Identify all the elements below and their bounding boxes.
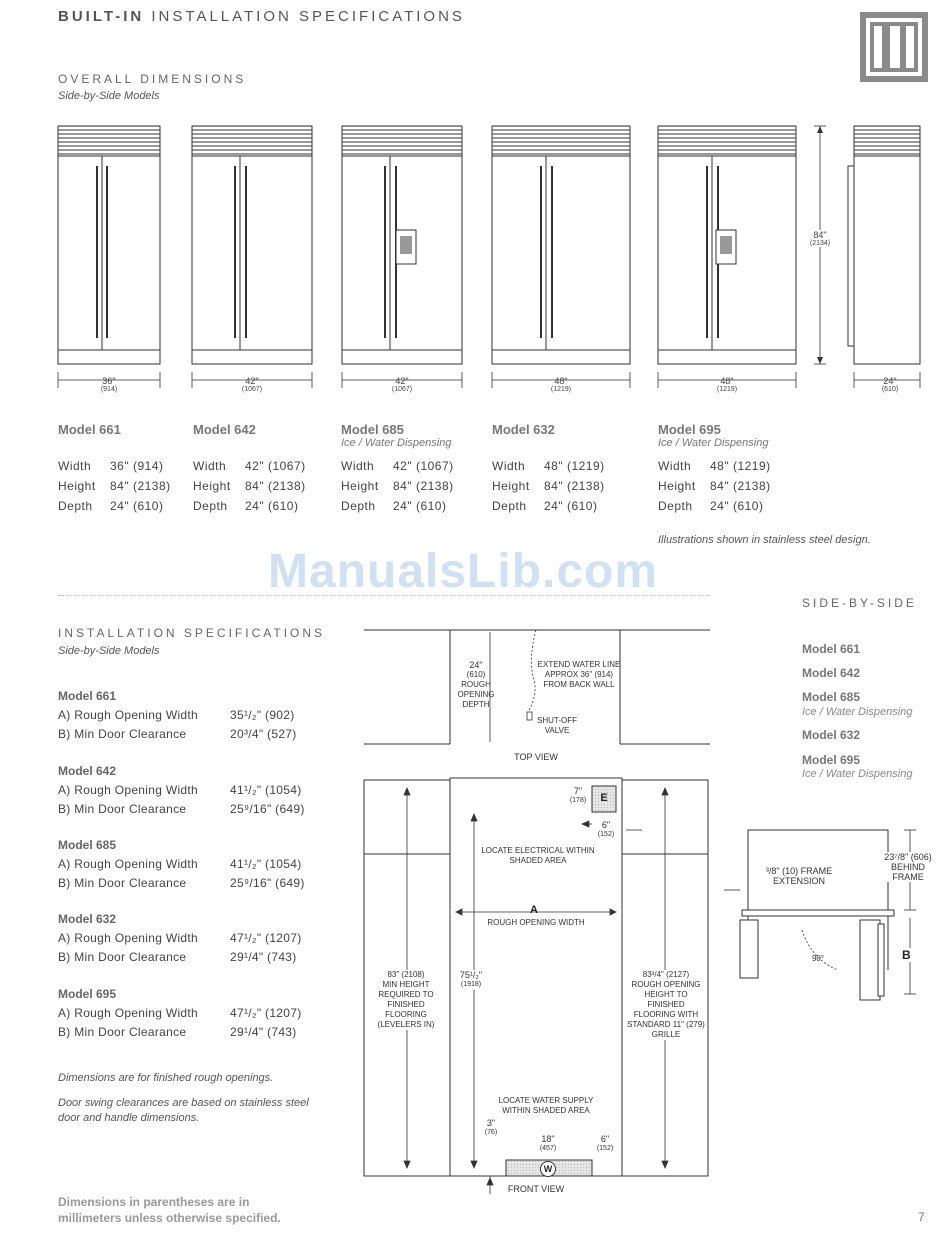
front-view-label: FRONT VIEW bbox=[507, 1184, 565, 1194]
fridge-695-drawing bbox=[658, 126, 796, 364]
min-height-label: 83" (2108) MIN HEIGHT REQUIRED TO FINISHED FLOORING (LEVELERS IN) bbox=[370, 970, 442, 1030]
model-661-spec: Model 661 Width 36" (914) Height 84" (2138) Depth 24" (610) bbox=[58, 422, 171, 513]
fridge-632-drawing bbox=[492, 126, 630, 364]
model-695-spec: Model 695 Ice / Water Dispensing Width 48" (1219) Height 84" (2138) Depth 24" (610) bbox=[658, 422, 771, 513]
a-label: ROUGH OPENING WIDTH bbox=[487, 918, 585, 927]
sbs-model-695-note: Ice / Water Dispensing bbox=[802, 768, 913, 780]
dim-7-inch: 7" (178) bbox=[569, 786, 587, 804]
install-note-2: Door swing clearances are based on stainless steel door and handle dimensions. bbox=[58, 1097, 309, 1124]
frame-extension-label: ³/8" (10) FRAME EXTENSION bbox=[765, 866, 833, 886]
illustration-note: Illustrations shown in stainless steel design. bbox=[658, 534, 871, 546]
dim-661-width: 36" (914) bbox=[100, 376, 118, 393]
install-model-661: Model 661 A) Rough Opening Width 35¹/₂" (902) B) Min Door Clearance 20³/4" (527) bbox=[58, 689, 297, 741]
fridge-685-drawing bbox=[342, 126, 462, 364]
top-view-label: TOP VIEW bbox=[514, 752, 558, 762]
dim-685-width: 42" (1067) bbox=[391, 376, 413, 393]
shutoff-valve-label: SHUT-OFF VALVE bbox=[537, 716, 577, 735]
water-supply-label: LOCATE WATER SUPPLY WITHIN SHADED AREA bbox=[498, 1096, 594, 1115]
sbs-model-695: Model 695 bbox=[802, 753, 861, 767]
builtin-logo-icon bbox=[860, 12, 928, 82]
dim-side-height: 84" (2134) bbox=[800, 230, 840, 247]
overall-section-title: OVERALL DIMENSIONS bbox=[58, 72, 247, 86]
rough-height-label: 83³/4" (2127) ROUGH OPENING HEIGHT TO FINISHED FLOORING WITH STANDARD 11" (279) GRILLE bbox=[627, 970, 705, 1039]
watermark: ManualsLib.com bbox=[268, 545, 659, 598]
dim-3-inch: 3" (76) bbox=[484, 1118, 498, 1136]
dim-642-width: 42" (1067) bbox=[241, 376, 263, 393]
installation-subtitle: Side-by-Side Models bbox=[58, 645, 160, 657]
dim-rough-depth: 24" (610) ROUGH OPENING DEPTH bbox=[457, 660, 495, 709]
footer-note: Dimensions in parentheses are in millimeters unless otherwise specified. bbox=[58, 1195, 281, 1225]
sbs-model-685-note: Ice / Water Dispensing bbox=[802, 706, 913, 718]
dim-632-width: 48" (1219) bbox=[550, 376, 572, 393]
fridge-illustrations bbox=[0, 120, 950, 410]
model-685-spec: Model 685 Ice / Water Dispensing Width 42" (1067) Height 84" (2138) Depth 24" (610) bbox=[341, 422, 454, 513]
door-clearance-diagram bbox=[720, 820, 940, 1010]
dim-6a-inch: 6" (152) bbox=[597, 820, 615, 838]
a-marker: A bbox=[530, 904, 538, 916]
sbs-model-632: Model 632 bbox=[802, 728, 861, 742]
section-divider bbox=[58, 595, 710, 596]
side-by-side-title: SIDE-BY-SIDE bbox=[802, 596, 917, 610]
b-marker: B bbox=[902, 948, 911, 962]
behind-frame-label: 23⁷/8" (606) BEHIND FRAME bbox=[884, 852, 932, 882]
install-model-685: Model 685 A) Rough Opening Width 41¹/₂" (1054) B) Min Door Clearance 25⁹/16" (649) bbox=[58, 838, 305, 890]
electrical-label: LOCATE ELECTRICAL WITHIN SHADED AREA bbox=[481, 846, 595, 865]
install-model-642: Model 642 A) Rough Opening Width 41¹/₂" (1054) B) Min Door Clearance 25⁹/16" (649) bbox=[58, 764, 305, 816]
install-model-695: Model 695 A) Rough Opening Width 47¹/₂" (1207) B) Min Door Clearance 29¹/4" (743) bbox=[58, 987, 302, 1039]
dim-18-inch: 18" (457) bbox=[539, 1134, 557, 1152]
dim-695-width: 48" (1219) bbox=[716, 376, 738, 393]
water-marker: W bbox=[540, 1161, 556, 1177]
fridge-661-drawing bbox=[58, 126, 160, 364]
water-line-note: EXTEND WATER LINE APPROX 36" (914) FROM BACK WALL bbox=[537, 660, 621, 689]
dim-75-inch: 75¹/₂" (1918) bbox=[454, 970, 488, 990]
install-model-632: Model 632 A) Rough Opening Width 47¹/₂" (1207) B) Min Door Clearance 29¹/4" (743) bbox=[58, 912, 302, 964]
overall-subtitle: Side-by-Side Models bbox=[58, 90, 160, 102]
model-642-spec: Model 642 Width 42" (1067) Height 84" (2138) Depth 24" (610) bbox=[193, 422, 306, 513]
installation-section-title: INSTALLATION SPECIFICATIONS bbox=[58, 626, 326, 640]
page-header: BUILT-IN INSTALLATION SPECIFICATIONS bbox=[58, 8, 465, 25]
sbs-model-642: Model 642 bbox=[802, 666, 861, 680]
dim-side-depth: 24" (610) bbox=[881, 376, 899, 393]
install-note-1: Dimensions are for finished rough openings. bbox=[58, 1072, 274, 1084]
sbs-model-661: Model 661 bbox=[802, 642, 861, 656]
electrical-marker: E bbox=[600, 792, 608, 804]
fridge-642-drawing bbox=[192, 126, 312, 364]
angle-label: 90° bbox=[811, 954, 825, 963]
model-632-spec: Model 632 Width 48" (1219) Height 84" (2138) Depth 24" (610) bbox=[492, 422, 605, 513]
page-number: 7 bbox=[918, 1210, 925, 1224]
dim-6b-inch: 6" (152) bbox=[596, 1134, 614, 1152]
sbs-model-685: Model 685 bbox=[802, 690, 861, 704]
